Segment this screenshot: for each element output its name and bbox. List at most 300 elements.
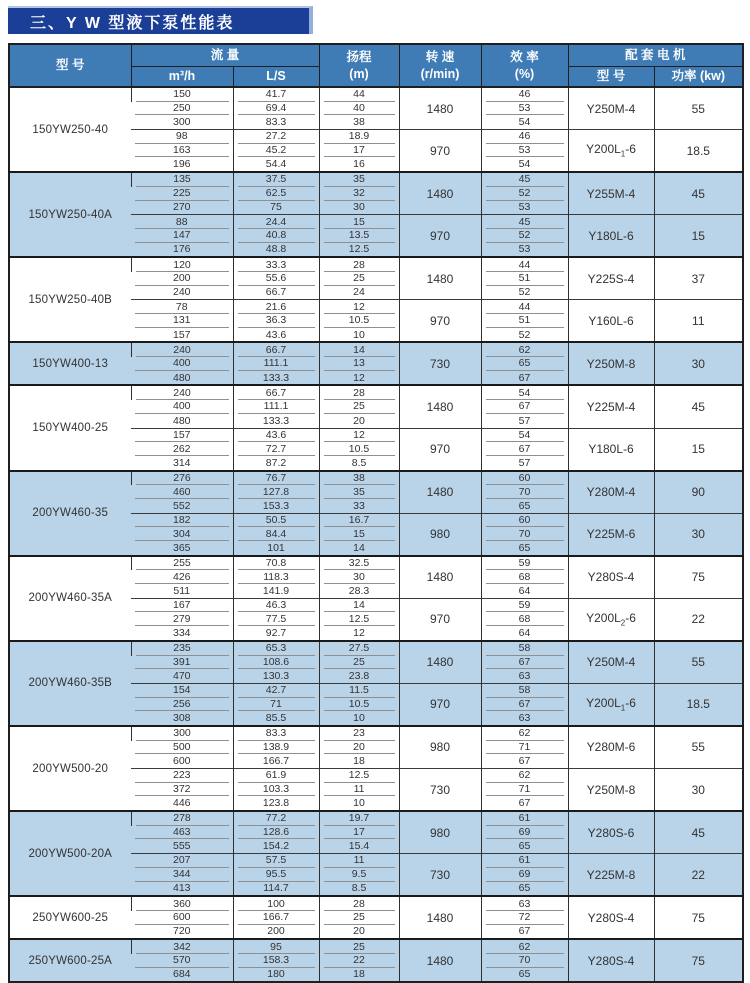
efficiency-cell: 63 — [481, 711, 568, 726]
flow-ls-cell: 62.5 — [233, 187, 319, 201]
flow-ls-cell: 118.3 — [233, 570, 319, 584]
table-row — [9, 257, 743, 272]
flow-ls-cell: 43.6 — [233, 328, 319, 343]
flow-m3h-cell: 157 — [131, 428, 233, 442]
speed-cell: 1480 — [399, 556, 481, 599]
head-cell: 11 — [319, 783, 399, 797]
table-row — [9, 726, 743, 741]
model-cell: 200YW500-20 — [9, 726, 131, 811]
flow-ls-cell: 69.4 — [233, 102, 319, 116]
flow-m3h-cell: 135 — [131, 172, 233, 187]
efficiency-cell: 63 — [481, 669, 568, 683]
motor-power-cell: 55 — [654, 641, 743, 684]
head-cell: 24 — [319, 286, 399, 300]
flow-m3h-cell: 391 — [131, 656, 233, 670]
col-header-model: 型 号 — [9, 44, 131, 87]
efficiency-cell: 59 — [481, 556, 568, 571]
flow-m3h-cell: 720 — [131, 925, 233, 940]
efficiency-cell: 46 — [481, 130, 568, 144]
efficiency-cell: 68 — [481, 612, 568, 626]
table-row — [9, 811, 743, 826]
flow-ls-cell: 200 — [233, 925, 319, 940]
flow-m3h-cell: 225 — [131, 187, 233, 201]
efficiency-cell: 67 — [481, 925, 568, 940]
flow-ls-cell: 133.3 — [233, 414, 319, 428]
speed-cell: 1480 — [399, 641, 481, 684]
flow-m3h-cell: 150 — [131, 87, 233, 102]
page-title — [8, 6, 313, 34]
head-cell: 20 — [319, 741, 399, 755]
flow-ls-cell: 158.3 — [233, 954, 319, 968]
flow-ls-cell: 40.8 — [233, 229, 319, 243]
table-row — [9, 172, 743, 187]
flow-m3h-cell: 570 — [131, 954, 233, 968]
efficiency-cell: 67 — [481, 656, 568, 670]
flow-ls-cell: 55.6 — [233, 272, 319, 286]
motor-power-cell: 30 — [654, 342, 743, 385]
motor-power-cell: 75 — [654, 556, 743, 599]
flow-m3h-cell: 344 — [131, 868, 233, 882]
flow-ls-cell: 75 — [233, 201, 319, 215]
efficiency-cell: 71 — [481, 741, 568, 755]
flow-m3h-cell: 413 — [131, 882, 233, 897]
motor-power-cell: 55 — [654, 726, 743, 769]
table-body — [9, 87, 743, 982]
flow-ls-cell: 114.7 — [233, 882, 319, 897]
model-cell: 150YW250-40A — [9, 172, 131, 257]
flow-ls-cell: 83.3 — [233, 726, 319, 741]
flow-ls-cell: 83.3 — [233, 115, 319, 129]
efficiency-cell: 60 — [481, 513, 568, 527]
efficiency-cell: 62 — [481, 769, 568, 783]
model-cell: 250YW600-25A — [9, 939, 131, 982]
table-row — [9, 87, 743, 102]
flow-ls-cell: 127.8 — [233, 485, 319, 499]
head-cell: 28.3 — [319, 584, 399, 598]
motor-model-cell: Y250M-8 — [568, 769, 654, 812]
efficiency-cell: 45 — [481, 172, 568, 187]
head-cell: 12 — [319, 300, 399, 314]
head-cell: 27.5 — [319, 641, 399, 656]
flow-ls-cell: 153.3 — [233, 499, 319, 513]
flow-ls-cell: 77.2 — [233, 811, 319, 826]
head-cell: 10.5 — [319, 698, 399, 712]
flow-m3h-cell: 600 — [131, 754, 233, 768]
head-cell: 33 — [319, 499, 399, 513]
model-cell: 150YW250-40 — [9, 87, 131, 172]
efficiency-cell: 45 — [481, 215, 568, 229]
flow-ls-cell: 72.7 — [233, 442, 319, 456]
flow-m3h-cell: 250 — [131, 102, 233, 116]
table-row — [9, 641, 743, 656]
head-cell: 13.5 — [319, 229, 399, 243]
flow-m3h-cell: 400 — [131, 357, 233, 371]
flow-m3h-cell: 207 — [131, 854, 233, 868]
efficiency-cell: 65 — [481, 839, 568, 853]
flow-ls-cell: 42.7 — [233, 683, 319, 697]
head-cell: 16 — [319, 157, 399, 172]
flow-m3h-cell: 176 — [131, 243, 233, 258]
flow-m3h-cell: 163 — [131, 144, 233, 158]
efficiency-cell: 54 — [481, 385, 568, 400]
table-row — [9, 471, 743, 486]
flow-m3h-cell: 157 — [131, 328, 233, 343]
flow-ls-cell: 111.1 — [233, 357, 319, 371]
speed-cell: 980 — [399, 513, 481, 556]
flow-ls-cell: 65.3 — [233, 641, 319, 656]
model-cell: 200YW460-35 — [9, 471, 131, 556]
flow-m3h-cell: 684 — [131, 968, 233, 983]
table-row — [9, 939, 743, 954]
flow-ls-cell: 66.7 — [233, 385, 319, 400]
flow-m3h-cell: 262 — [131, 442, 233, 456]
motor-model-cell: Y180L-6 — [568, 428, 654, 471]
flow-ls-cell: 37.5 — [233, 172, 319, 187]
flow-m3h-cell: 460 — [131, 485, 233, 499]
head-cell: 12.5 — [319, 243, 399, 258]
head-cell: 25 — [319, 400, 399, 414]
head-cell: 18 — [319, 968, 399, 983]
motor-power-cell: 75 — [654, 939, 743, 982]
col-header-motor-power: 功率 (kw) — [654, 66, 743, 87]
motor-model-cell: $Y200L_1-6$ — [568, 683, 654, 726]
flow-ls-cell: 180 — [233, 968, 319, 983]
flow-m3h-cell: 88 — [131, 215, 233, 229]
flow-m3h-cell: 555 — [131, 839, 233, 853]
head-cell: 12 — [319, 626, 399, 641]
flow-m3h-cell: 372 — [131, 783, 233, 797]
flow-m3h-cell: 278 — [131, 811, 233, 826]
flow-m3h-cell: 342 — [131, 939, 233, 954]
page-title-text: 三、Y W 型液下泵性能表 — [30, 14, 235, 32]
head-cell: 15 — [319, 215, 399, 229]
head-cell: 17 — [319, 144, 399, 158]
flow-ls-cell: 71 — [233, 698, 319, 712]
flow-m3h-cell: 470 — [131, 669, 233, 683]
efficiency-cell: 62 — [481, 726, 568, 741]
efficiency-cell: 67 — [481, 442, 568, 456]
head-cell: 44 — [319, 87, 399, 102]
speed-cell: 970 — [399, 300, 481, 343]
flow-ls-cell: 128.6 — [233, 826, 319, 840]
head-cell: 14 — [319, 598, 399, 612]
flow-ls-cell: 76.7 — [233, 471, 319, 486]
head-cell: 10 — [319, 711, 399, 726]
pump-performance-table — [8, 43, 744, 983]
col-header-flow-ls: L/S — [233, 66, 319, 87]
efficiency-cell: 61 — [481, 811, 568, 826]
motor-model-cell: Y250M-4 — [568, 87, 654, 130]
flow-ls-cell: 66.7 — [233, 342, 319, 357]
efficiency-cell: 57 — [481, 414, 568, 428]
flow-ls-cell: 84.4 — [233, 527, 319, 541]
table-row — [9, 342, 743, 357]
flow-ls-cell: 77.5 — [233, 612, 319, 626]
efficiency-cell: 69 — [481, 868, 568, 882]
efficiency-cell: 65 — [481, 882, 568, 897]
efficiency-cell: 67 — [481, 400, 568, 414]
flow-m3h-cell: 200 — [131, 272, 233, 286]
head-cell: 9.5 — [319, 868, 399, 882]
motor-model-cell: Y255M-4 — [568, 172, 654, 215]
efficiency-cell: 52 — [481, 286, 568, 300]
table-header — [9, 44, 743, 87]
efficiency-cell: 67 — [481, 698, 568, 712]
motor-model-cell: Y280S-4 — [568, 939, 654, 982]
speed-cell: 1480 — [399, 172, 481, 215]
flow-ls-cell: 154.2 — [233, 839, 319, 853]
flow-ls-cell: 141.9 — [233, 584, 319, 598]
flow-ls-cell: 21.6 — [233, 300, 319, 314]
efficiency-cell: 67 — [481, 754, 568, 768]
motor-model-cell: Y225M-4 — [568, 385, 654, 428]
head-cell: 15.4 — [319, 839, 399, 853]
speed-cell: 970 — [399, 130, 481, 173]
flow-m3h-cell: 480 — [131, 414, 233, 428]
efficiency-cell: 65 — [481, 541, 568, 556]
speed-cell: 1480 — [399, 939, 481, 982]
efficiency-cell: 57 — [481, 456, 568, 471]
flow-m3h-cell: 270 — [131, 201, 233, 215]
col-header-motor-model: 型 号 — [568, 66, 654, 87]
motor-power-cell: 30 — [654, 513, 743, 556]
flow-m3h-cell: 240 — [131, 286, 233, 300]
flow-m3h-cell: 500 — [131, 741, 233, 755]
speed-cell: 1480 — [399, 257, 481, 300]
head-cell: 25 — [319, 911, 399, 925]
flow-m3h-cell: 426 — [131, 570, 233, 584]
col-header-flow: 流 量 — [131, 44, 319, 66]
efficiency-cell: 71 — [481, 783, 568, 797]
motor-model-cell: Y250M-4 — [568, 641, 654, 684]
speed-cell: 730 — [399, 342, 481, 385]
head-cell: 28 — [319, 257, 399, 272]
flow-ls-cell: 166.7 — [233, 911, 319, 925]
efficiency-cell: 53 — [481, 243, 568, 258]
motor-power-cell: 45 — [654, 172, 743, 215]
head-cell: 14 — [319, 541, 399, 556]
flow-ls-cell: 33.3 — [233, 257, 319, 272]
head-cell: 38 — [319, 115, 399, 129]
head-cell: 10.5 — [319, 314, 399, 328]
motor-power-cell: 11 — [654, 300, 743, 343]
speed-cell: 730 — [399, 854, 481, 897]
efficiency-cell: 44 — [481, 257, 568, 272]
head-cell: 25 — [319, 656, 399, 670]
flow-ls-cell: 108.6 — [233, 656, 319, 670]
efficiency-cell: 58 — [481, 641, 568, 656]
efficiency-cell: 60 — [481, 471, 568, 486]
model-cell: 150YW400-25 — [9, 385, 131, 470]
flow-m3h-cell: 256 — [131, 698, 233, 712]
motor-model-cell: Y160L-6 — [568, 300, 654, 343]
flow-m3h-cell: 196 — [131, 157, 233, 172]
flow-m3h-cell: 235 — [131, 641, 233, 656]
speed-cell: 970 — [399, 598, 481, 641]
speed-cell: 970 — [399, 215, 481, 258]
flow-ls-cell: 87.2 — [233, 456, 319, 471]
flow-m3h-cell: 400 — [131, 400, 233, 414]
head-cell: 30 — [319, 201, 399, 215]
col-header-speed: 转 速 (r/min) — [399, 44, 481, 87]
motor-model-cell: $Y200L_2-6$ — [568, 598, 654, 641]
flow-m3h-cell: 300 — [131, 115, 233, 129]
efficiency-cell: 67 — [481, 371, 568, 386]
efficiency-cell: 62 — [481, 939, 568, 954]
flow-ls-cell: 45.2 — [233, 144, 319, 158]
efficiency-cell: 44 — [481, 300, 568, 314]
flow-ls-cell: 27.2 — [233, 130, 319, 144]
flow-m3h-cell: 223 — [131, 769, 233, 783]
efficiency-cell: 54 — [481, 428, 568, 442]
flow-ls-cell: 46.3 — [233, 598, 319, 612]
flow-ls-cell: 130.3 — [233, 669, 319, 683]
flow-ls-cell: 48.8 — [233, 243, 319, 258]
speed-cell: 1480 — [399, 471, 481, 514]
flow-m3h-cell: 552 — [131, 499, 233, 513]
efficiency-cell: 51 — [481, 314, 568, 328]
head-cell: 12.5 — [319, 769, 399, 783]
speed-cell: 980 — [399, 811, 481, 854]
flow-m3h-cell: 276 — [131, 471, 233, 486]
head-cell: 25 — [319, 272, 399, 286]
efficiency-cell: 65 — [481, 357, 568, 371]
efficiency-cell: 51 — [481, 272, 568, 286]
head-cell: 23 — [319, 726, 399, 741]
head-cell: 32.5 — [319, 556, 399, 571]
motor-model-cell: Y225M-6 — [568, 513, 654, 556]
head-cell: 8.5 — [319, 456, 399, 471]
speed-cell: 980 — [399, 726, 481, 769]
col-header-head: 扬程 (m) — [319, 44, 399, 87]
flow-m3h-cell: 182 — [131, 513, 233, 527]
head-cell: 23.8 — [319, 669, 399, 683]
flow-m3h-cell: 308 — [131, 711, 233, 726]
motor-model-cell: Y225S-4 — [568, 257, 654, 300]
head-cell: 38 — [319, 471, 399, 486]
efficiency-cell: 67 — [481, 796, 568, 811]
flow-m3h-cell: 446 — [131, 796, 233, 811]
efficiency-cell: 53 — [481, 102, 568, 116]
flow-ls-cell: 85.5 — [233, 711, 319, 726]
efficiency-cell: 64 — [481, 584, 568, 598]
motor-power-cell: 18.5 — [654, 130, 743, 173]
head-cell: 12.5 — [319, 612, 399, 626]
motor-model-cell: Y280M-4 — [568, 471, 654, 514]
head-cell: 20 — [319, 925, 399, 940]
efficiency-cell: 54 — [481, 115, 568, 129]
motor-model-cell: Y280M-6 — [568, 726, 654, 769]
head-cell: 35 — [319, 485, 399, 499]
head-cell: 18 — [319, 754, 399, 768]
motor-power-cell: 15 — [654, 215, 743, 258]
speed-cell: 970 — [399, 683, 481, 726]
efficiency-cell: 52 — [481, 187, 568, 201]
flow-m3h-cell: 334 — [131, 626, 233, 641]
speed-cell: 730 — [399, 769, 481, 812]
motor-model-cell: Y280S-4 — [568, 556, 654, 599]
head-cell: 10 — [319, 796, 399, 811]
head-cell: 12 — [319, 428, 399, 442]
motor-power-cell: 30 — [654, 769, 743, 812]
flow-m3h-cell: 480 — [131, 371, 233, 386]
flow-ls-cell: 92.7 — [233, 626, 319, 641]
speed-cell: 1480 — [399, 385, 481, 428]
head-cell: 19.7 — [319, 811, 399, 826]
flow-ls-cell: 166.7 — [233, 754, 319, 768]
flow-ls-cell: 36.3 — [233, 314, 319, 328]
model-cell: 200YW460-35B — [9, 641, 131, 726]
flow-m3h-cell: 255 — [131, 556, 233, 571]
motor-model-cell: $Y200L_1-6$ — [568, 130, 654, 173]
head-cell: 11.5 — [319, 683, 399, 697]
motor-power-cell: 22 — [654, 598, 743, 641]
flow-ls-cell: 54.4 — [233, 157, 319, 172]
model-cell: 250YW600-25 — [9, 896, 131, 939]
flow-m3h-cell: 167 — [131, 598, 233, 612]
flow-m3h-cell: 78 — [131, 300, 233, 314]
motor-model-cell: Y280S-6 — [568, 811, 654, 854]
flow-m3h-cell: 314 — [131, 456, 233, 471]
flow-ls-cell: 111.1 — [233, 400, 319, 414]
efficiency-cell: 65 — [481, 968, 568, 983]
flow-m3h-cell: 360 — [131, 896, 233, 911]
motor-model-cell: Y180L-6 — [568, 215, 654, 258]
head-cell: 14 — [319, 342, 399, 357]
head-cell: 10 — [319, 328, 399, 343]
efficiency-cell: 70 — [481, 485, 568, 499]
flow-ls-cell: 133.3 — [233, 371, 319, 386]
flow-m3h-cell: 511 — [131, 584, 233, 598]
flow-m3h-cell: 365 — [131, 541, 233, 556]
efficiency-cell: 52 — [481, 229, 568, 243]
col-header-motor: 配 套 电 机 — [568, 44, 743, 66]
head-cell: 28 — [319, 896, 399, 911]
flow-ls-cell: 123.8 — [233, 796, 319, 811]
flow-m3h-cell: 131 — [131, 314, 233, 328]
head-cell: 20 — [319, 414, 399, 428]
flow-ls-cell: 43.6 — [233, 428, 319, 442]
head-cell: 25 — [319, 939, 399, 954]
efficiency-cell: 65 — [481, 499, 568, 513]
flow-m3h-cell: 279 — [131, 612, 233, 626]
flow-ls-cell: 103.3 — [233, 783, 319, 797]
head-cell: 15 — [319, 527, 399, 541]
efficiency-cell: 46 — [481, 87, 568, 102]
motor-power-cell: 15 — [654, 428, 743, 471]
head-cell: 11 — [319, 854, 399, 868]
col-header-flow-m3h: m³/h — [131, 66, 233, 87]
head-cell: 32 — [319, 187, 399, 201]
flow-ls-cell: 138.9 — [233, 741, 319, 755]
table-row — [9, 556, 743, 571]
head-cell: 40 — [319, 102, 399, 116]
efficiency-cell: 58 — [481, 683, 568, 697]
speed-cell: 970 — [399, 428, 481, 471]
flow-ls-cell: 24.4 — [233, 215, 319, 229]
flow-m3h-cell: 98 — [131, 130, 233, 144]
head-cell: 18.9 — [319, 130, 399, 144]
head-cell: 10.5 — [319, 442, 399, 456]
efficiency-cell: 52 — [481, 328, 568, 343]
motor-power-cell: 22 — [654, 854, 743, 897]
efficiency-cell: 62 — [481, 342, 568, 357]
flow-m3h-cell: 300 — [131, 726, 233, 741]
flow-ls-cell: 50.5 — [233, 513, 319, 527]
efficiency-cell: 70 — [481, 527, 568, 541]
head-cell: 28 — [319, 385, 399, 400]
efficiency-cell: 63 — [481, 896, 568, 911]
